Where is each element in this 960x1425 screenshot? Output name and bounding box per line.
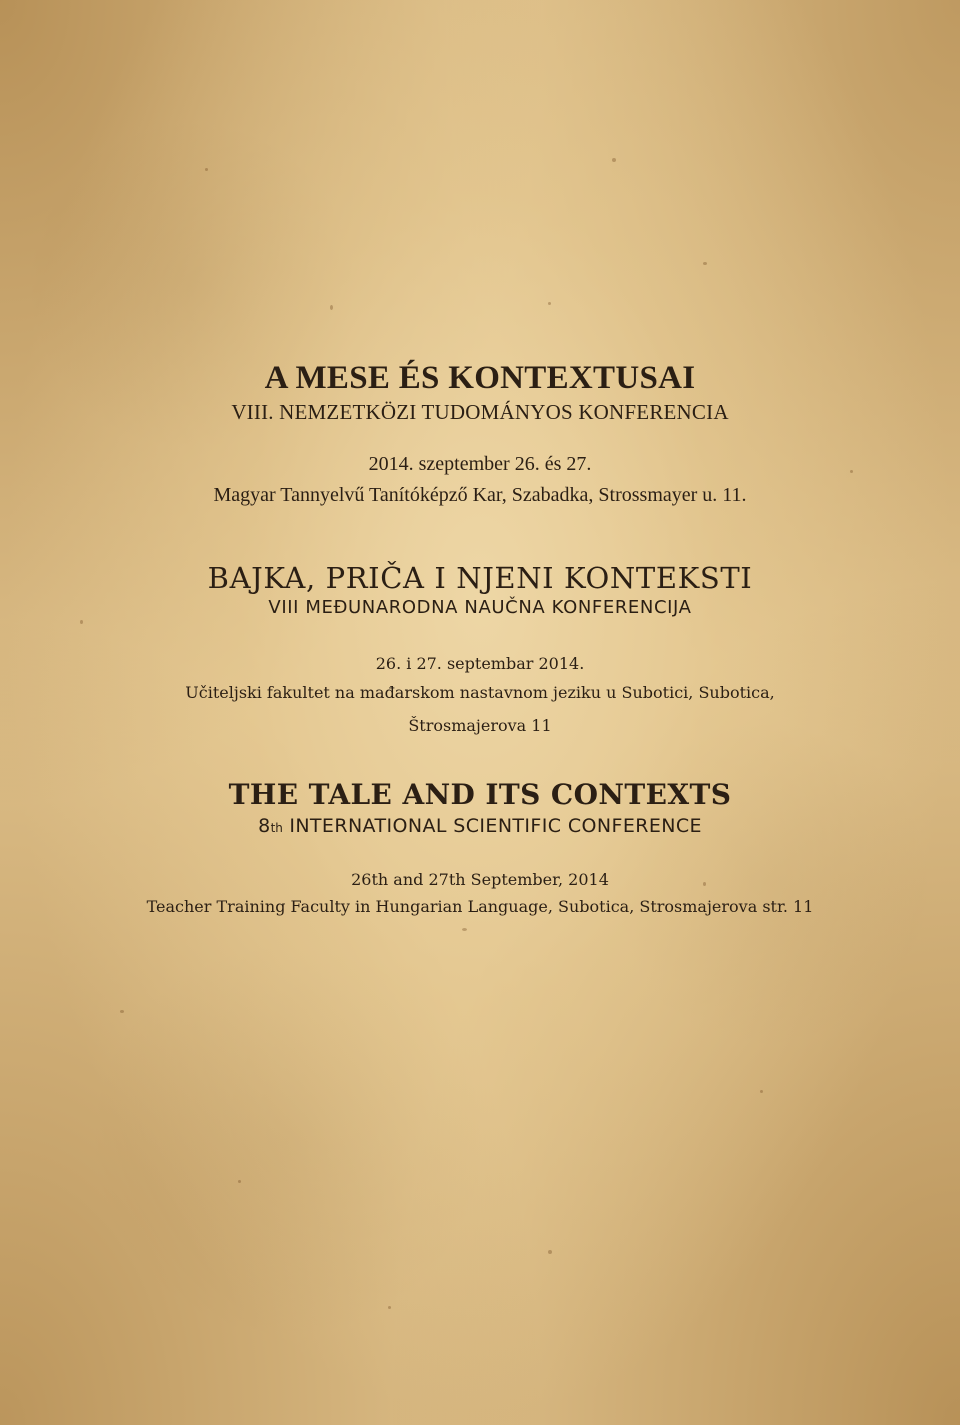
hungarian-address: Magyar Tannyelvű Tanítóképző Kar, Szabadka, Strossmayer u. 11. (213, 484, 747, 506)
hungarian-subtitle: VIII. NEMZETKÖZI TUDOMÁNYOS KONFERENCIA (231, 400, 729, 424)
serbian-title: BAJKA, PRIČA I NJENI KONTEKSTI (207, 561, 753, 595)
serbian-date: 26. i 27. septembar 2014. (375, 654, 585, 673)
serbian-subtitle: VIII MEĐUNARODNA NAUČNA KONFERENCIJA (268, 597, 692, 618)
english-address: Teacher Training Faculty in Hungarian Language, Subotica, Strosmajerova str. 11 (146, 897, 814, 916)
hungarian-date: 2014. szeptember 26. és 27. (368, 453, 592, 475)
serbian-address-line2: Štrosmajerova 11 (408, 716, 552, 735)
english-title: THE TALE AND ITS CONTEXTS (228, 778, 732, 811)
english-subtitle-number: 8 (258, 815, 271, 837)
hungarian-title: A MESE ÉS KONTEXTUSAI (264, 360, 696, 396)
english-date: 26th and 27th September, 2014 (351, 870, 609, 889)
english-subtitle-rest: INTERNATIONAL SCIENTIFIC CONFERENCE (282, 815, 702, 837)
english-subtitle (0, 815, 960, 837)
serbian-address-line1: Učiteljski fakultet na mađarskom nastavnom jeziku u Subotici, Subotica, (185, 683, 775, 702)
english-subtitle-ordinal: th (270, 821, 283, 835)
